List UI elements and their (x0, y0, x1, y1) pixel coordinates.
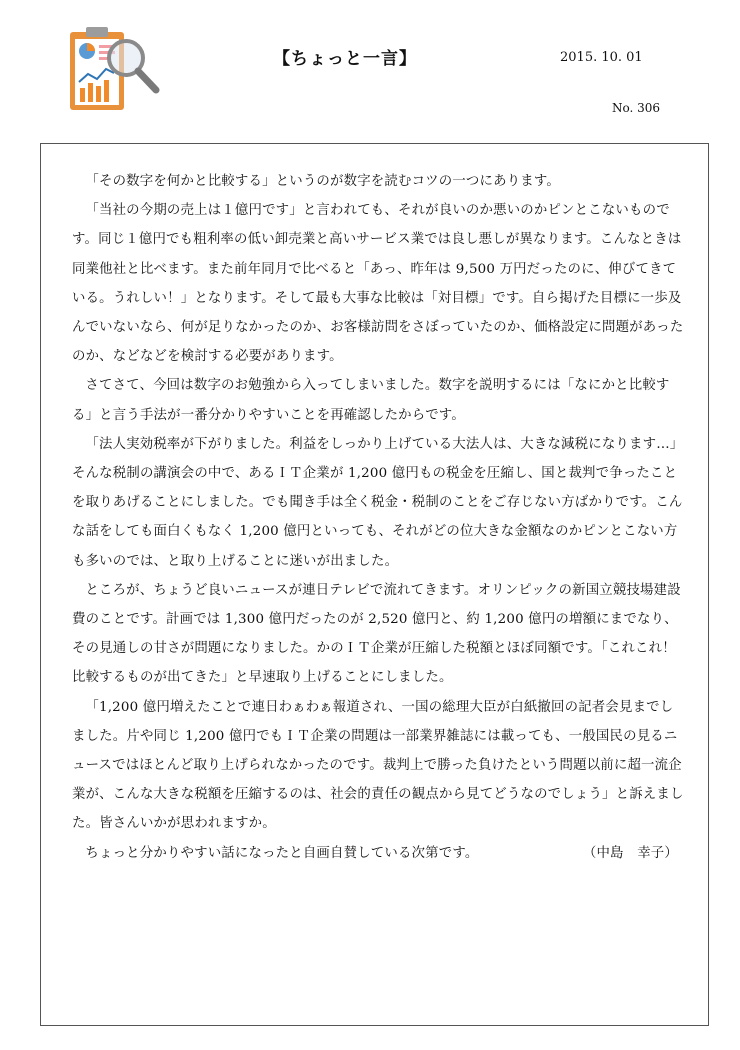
magnifier-handle (138, 71, 156, 90)
article-paragraph: 「その数字を何かと比較する」というのが数字を読むコツの一つにあります。 (85, 174, 560, 189)
article-paragraph: さてさて、今回は数字のお勉強から入ってしまいました。数字を説明するには「なにかと比較する」と言う手法が一番分かりやすいことを再確認したからです。 (72, 378, 670, 423)
article-frame (40, 143, 709, 1026)
clipboard-clip (86, 27, 108, 37)
closing-line (72, 839, 684, 868)
clipboard-chart-magnifier-icon (66, 24, 166, 114)
bar (104, 80, 109, 102)
page-title: 【ちょっと一言】 (273, 49, 417, 69)
article-paragraph: 「1,200 億円増えたことで連日わぁわぁ報道され、一国の総理大臣が白紙撤回の記者会見までしました。片や同じ 1,200 億円でもＩＴ企業の問題は一部業界雑誌には載っても、一般国民の見るニュースではほとんど取り上げられなかったのです。裁判上で勝った負けたという問題以前に超一流企業が、こんな大きな税額を圧縮するのは、社会的責任の観点から見てどうなのでしょう」と訴えました。皆さんいかが思われますか。 (72, 699, 684, 832)
issue-date: 2015. 10. 01 (560, 50, 643, 65)
bar (96, 86, 101, 102)
article-paragraph: 「当社の今期の売上は１億円です」と言われても、それが良いのか悪いのかピンとこないものです。同じ１億円でも粗利率の低い卸売業と高いサービス業では良し悪しが異なります。こんなときは同業他社と比べます。また前年同月で比べると「あっ、昨年は 9,500 万円だったのに、伸びてきている。うれしい！」となります。そして最も大事な比較は「対目標」です。自ら掲げた目標に一歩及んでいないなら、何が足りなかったのか、お客様訪問をさぼっていたのか、価格設定に問題があったのか、などなどを検討する必要があります。 (72, 203, 684, 365)
issue-number: No. 306 (611, 101, 660, 115)
article-body (72, 167, 684, 868)
closing-text: ちょっと分かりやすい話になったと自画自賛している次第です。 (85, 845, 479, 861)
author-signature: （中島 幸子） (582, 845, 678, 861)
bar (88, 83, 93, 102)
article-paragraph: 「法人実効税率が下がりました。利益をしっかり上げている大法人は、大きな減税になります…」そんな税制の講演会の中で、あるＩＴ企業が 1,200 億円もの税金を圧縮し、国と裁判で争ったことを取りあげることにしました。でも聞き手は全く税金・税制のことをご存じない方ばかりです。こんな話をしても面白くもなく 1,200 億円といっても、それがどの位大きな金額なのかピンとこない方も多いのでは、と取り上げることに迷いが出ました。 (72, 436, 684, 569)
bar (80, 88, 85, 102)
article-paragraph: ところが、ちょうど良いニュースが連日テレビで流れてきます。オリンピックの新国立競技場建設費のことです。計画では 1,300 億円だったのが 2,520 億円と、約 1,200 億円の増額にまでなり、その見通しの甘さが問題になりました。かのＩＴ企業が圧縮した税額とほぼ同額です。「これこれ！比較するものが出てきた」と早速取り上げることにしました。 (72, 582, 681, 686)
